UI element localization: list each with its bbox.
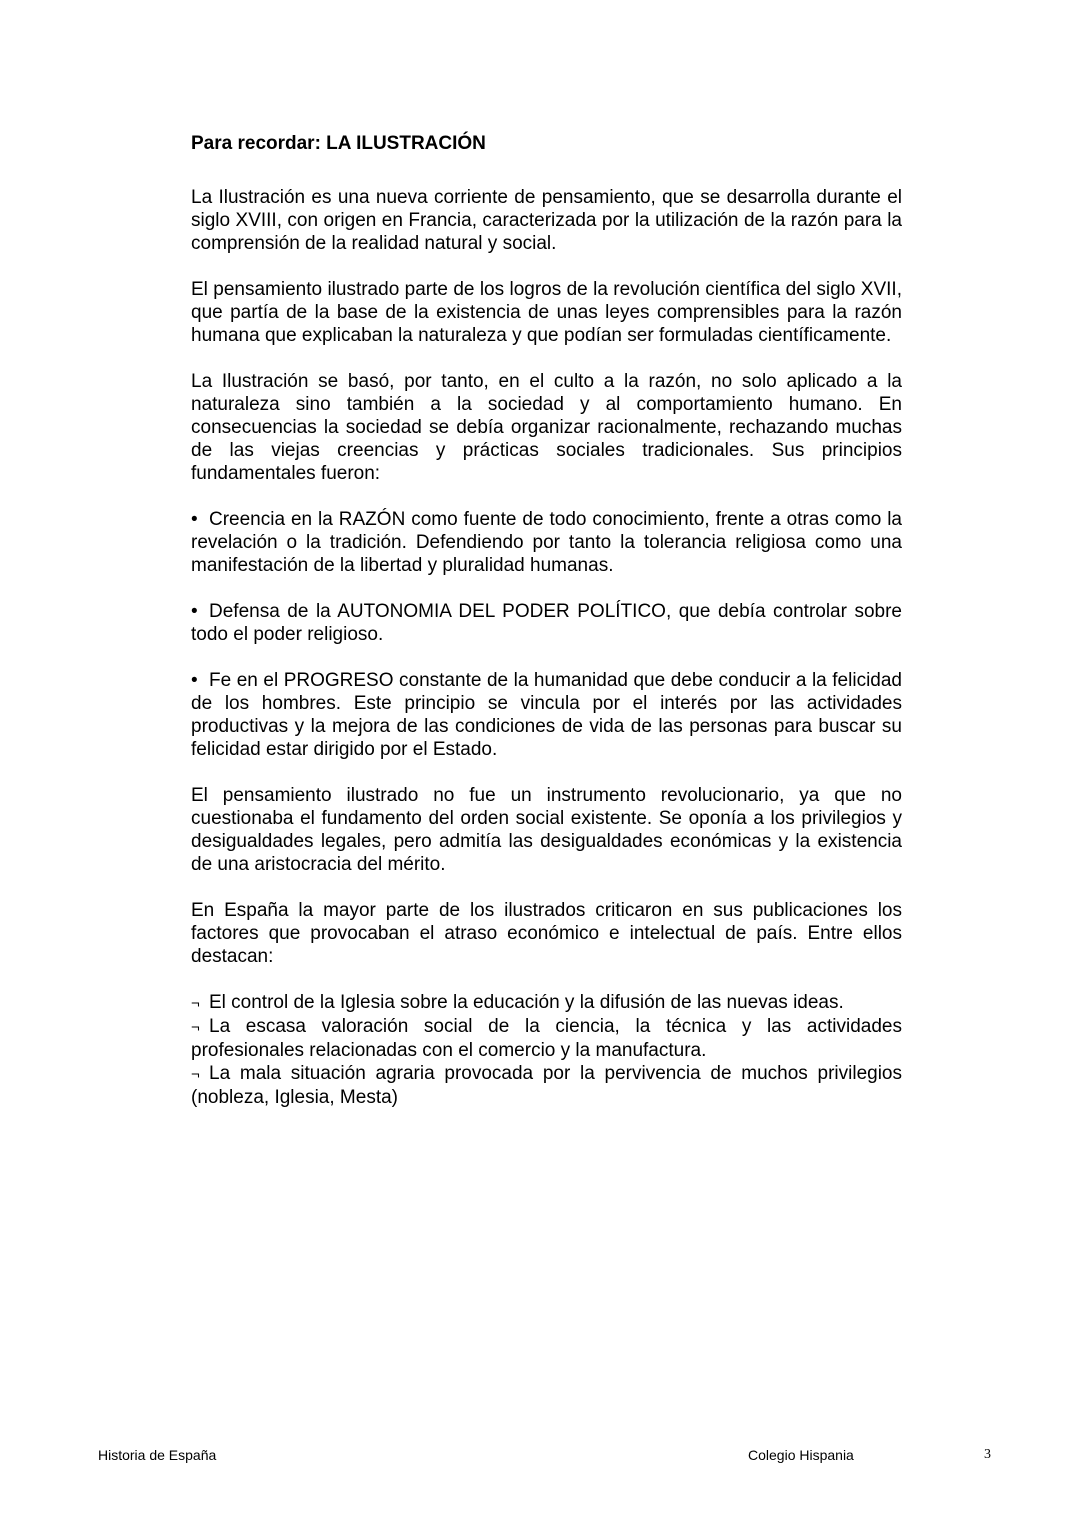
factor-item-church [191,991,902,1015]
factor-text: El control de la Iglesia sobre la educación y la difusión de las nuevas ideas. [209,992,844,1013]
factor-item-science [191,1015,902,1062]
factor-text: La mala situación agraria provocada por la pervivencia de muchos privilegios (nobleza, Iglesia, Mesta) [191,1063,902,1108]
factor-text: La escasa valoración social de la ciencia, la técnica y las actividades profesionales relacionadas con el comercio y la manufactura. [191,1016,902,1061]
principle-item-progress [191,669,902,761]
bullet-icon: • [191,670,198,691]
footer-subject: Historia de España [98,1447,217,1463]
page-number: 3 [984,1447,991,1462]
bullet-icon: • [191,509,198,530]
paragraph-intro: La Ilustración es una nueva corriente de pensamiento, que se desarrolla durante el siglo XVIII, con origen en Francia, caracterizada por la utilización de la razón para la comprensión de la realidad natural y social. [191,187,902,254]
principle-text: Defensa de la AUTONOMIA DEL PODER POLÍTICO, que debía controlar sobre todo el poder religioso. [191,601,902,645]
principle-text: Creencia en la RAZÓN como fuente de todo conocimiento, frente a otras como la revelación o la tradición. Defendiendo por tanto la tolerancia religiosa como una manifestación de la libertad y pluralidad humanas. [191,509,902,576]
principle-item-reason [191,508,902,577]
paragraph-cult-of-reason: La Ilustración se basó, por tanto, en el culto a la razón, no solo aplicado a la naturaleza sino también a la sociedad y al comportamiento humano. En consecuencias la sociedad se debía organizar racionalmente, rechazando muchas de las viejas creencias y prácticas sociales tradicionales. Sus principios fundamentales fueron: [191,371,902,484]
footer-school: Colegio Hispania [748,1447,854,1463]
negation-icon: ¬ [191,995,200,1012]
bullet-icon: • [191,601,198,622]
page-content [191,132,902,1109]
factors-list [191,991,902,1109]
paragraph-spain: En España la mayor parte de los ilustrados criticaron en sus publicaciones los factores que provocaban el atraso económico e intelectual de país. Entre ellos destacan: [191,900,902,967]
paragraph-scientific-revolution: El pensamiento ilustrado parte de los logros de la revolución científica del siglo XVII, que partía de la base de la existencia de unas leyes comprensibles para la razón humana que explicaban la naturaleza y que podían ser formuladas científicamente. [191,279,902,346]
negation-icon: ¬ [191,1066,200,1083]
principle-item-political-autonomy [191,600,902,646]
paragraph-not-revolutionary: El pensamiento ilustrado no fue un instrumento revolucionario, ya que no cuestionaba el fundamento del orden social existente. Se oponía a los privilegios y desigualdades legales, pero admitía las desigualdades económicas y la existencia de una aristocracia del mérito. [191,785,902,875]
principle-text: Fe en el PROGRESO constante de la humanidad que debe conducir a la felicidad de los hombres. Este principio se vincula por el interés por las actividades productivas y la mejora de las condiciones de vida de las personas para buscar su felicidad estar dirigido por el Estado. [191,670,902,760]
negation-icon: ¬ [191,1019,200,1036]
factor-item-agrarian [191,1062,902,1109]
document-title: Para recordar: LA ILUSTRACIÓN [191,133,486,154]
